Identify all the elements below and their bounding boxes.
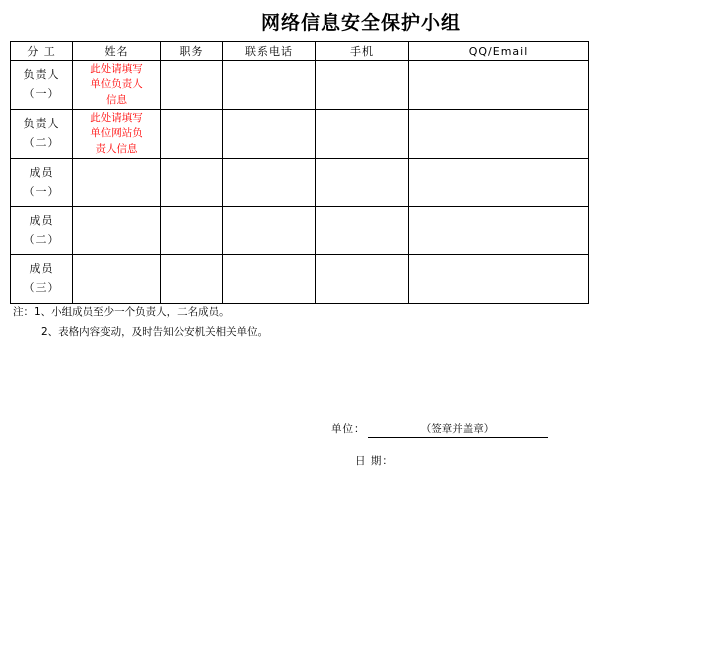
role-cell: [11, 61, 73, 110]
column-header-mobile: 手机: [316, 42, 409, 61]
post-cell[interactable]: [161, 110, 223, 159]
post-cell[interactable]: [161, 61, 223, 110]
role-cell: [11, 159, 73, 207]
qq-cell[interactable]: [409, 159, 589, 207]
table-row: [11, 255, 589, 304]
mobile-cell[interactable]: [316, 159, 409, 207]
name-cell[interactable]: [73, 159, 161, 207]
role-cell: [11, 207, 73, 255]
qq-cell[interactable]: [409, 61, 589, 110]
qq-cell[interactable]: [409, 110, 589, 159]
column-header-duty: 分 工: [11, 42, 73, 61]
note-line-1: 注：1、小组成员至少一个负责人，二名成员。: [13, 306, 230, 318]
mobile-cell[interactable]: [316, 255, 409, 304]
tel-cell[interactable]: [223, 61, 316, 110]
column-header-qq: QQ/Email: [409, 42, 589, 61]
post-cell[interactable]: [161, 255, 223, 304]
table-body: [11, 61, 589, 304]
hint-line: 责人信息: [95, 142, 138, 155]
role-line: （一）: [23, 87, 60, 100]
table-row: [11, 159, 589, 207]
qq-cell[interactable]: [409, 207, 589, 255]
mobile-cell[interactable]: [316, 61, 409, 110]
fill-hint: [73, 62, 160, 108]
tel-cell[interactable]: [223, 110, 316, 159]
mobile-cell[interactable]: [316, 207, 409, 255]
column-header-tel: 联系电话: [223, 42, 316, 61]
mobile-cell[interactable]: [316, 110, 409, 159]
post-cell[interactable]: [161, 207, 223, 255]
hint-line: 此处请填写: [90, 112, 143, 125]
name-cell[interactable]: [73, 110, 161, 159]
name-cell[interactable]: [73, 207, 161, 255]
role-line: （二）: [23, 232, 60, 246]
post-cell[interactable]: [161, 159, 223, 207]
role-line: （二）: [23, 136, 60, 149]
column-header-name: 姓名: [73, 42, 161, 61]
unit-value[interactable]: （签章并盖章）: [368, 421, 548, 438]
table-row: [11, 110, 589, 159]
role-line: （一）: [23, 184, 60, 198]
column-header-post: 职务: [161, 42, 223, 61]
notes-block: [13, 303, 268, 343]
role-cell: [11, 255, 73, 304]
name-cell[interactable]: [73, 61, 161, 110]
hint-line: 此处请填写: [90, 63, 143, 76]
unit-signature-line: [331, 421, 548, 438]
table-header: [11, 42, 589, 61]
tel-cell[interactable]: [223, 255, 316, 304]
qq-cell[interactable]: [409, 255, 589, 304]
role-line: 成员: [29, 165, 54, 179]
hint-line: 单位负责人: [90, 78, 143, 91]
fill-hint: [73, 111, 160, 157]
tel-cell[interactable]: [223, 159, 316, 207]
role-line: 成员: [29, 262, 54, 276]
note-line-2: 2、表格内容变动，及时告知公安机关相关单位。: [41, 325, 269, 338]
role-line: 负责人: [23, 68, 60, 82]
table-row: [11, 207, 589, 255]
security-group-table: [10, 41, 589, 304]
tel-cell[interactable]: [223, 207, 316, 255]
date-label: 日 期：: [355, 455, 394, 467]
unit-label: 单位：: [331, 423, 366, 435]
role-line: 负责人: [23, 117, 60, 131]
page-title: 网络信息安全保护小组: [260, 12, 461, 34]
role-cell: [11, 110, 73, 159]
hint-line: 单位网站负: [90, 127, 143, 140]
table-row: [11, 61, 589, 110]
role-line: （三）: [23, 281, 60, 294]
name-cell[interactable]: [73, 255, 161, 304]
hint-line: 信息: [106, 93, 127, 106]
table-header-row: [11, 42, 589, 61]
role-line: 成员: [29, 213, 54, 227]
